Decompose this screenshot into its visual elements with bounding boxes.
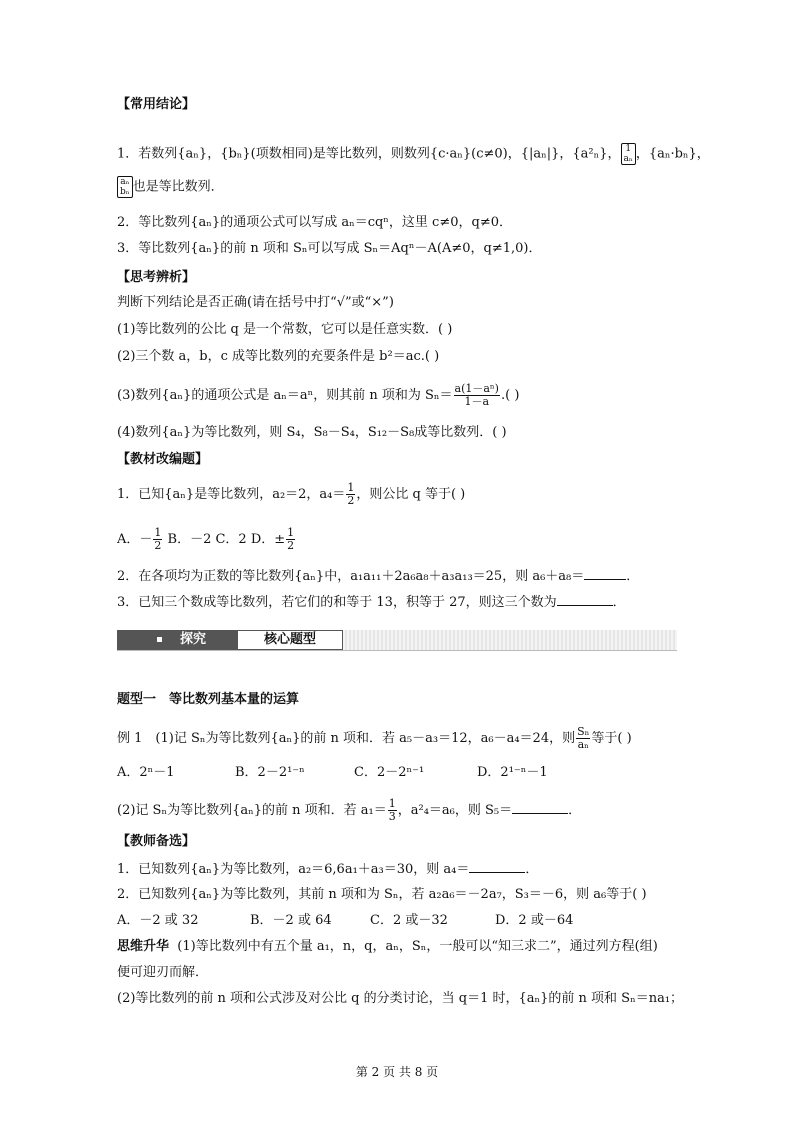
thinking-summary-2: (2)等比数列的前 n 项和公式涉及对公比 q 的分类讨论，当 q＝1 时，{aₙ}的前 n 项和 Sₙ＝na₁； xyxy=(117,991,684,1006)
answer-blank[interactable] xyxy=(469,860,525,873)
thinking-summary-label: 思维升华 xyxy=(117,939,170,954)
square-bullet-icon xyxy=(157,637,162,642)
answer-blank[interactable] xyxy=(584,567,626,580)
option-d-fraction: $\frac{1}{2}$ xyxy=(287,526,295,552)
fraction-half: $\frac{1}{2}$ xyxy=(347,481,355,507)
conclusion-1: 1．若数列{aₙ}，{bₙ}(项数相同)是等比数列，则数列{c·aₙ}(c≠0)，{|aₙ|}，{a²ₙ}， 1 aₙ ，{aₙ·bₙ}， xyxy=(117,144,710,164)
option-a: A．2ⁿ－1 xyxy=(117,765,175,780)
answer-blank[interactable] xyxy=(557,593,613,606)
fraction-third: $\frac{1}{3}$ xyxy=(388,797,396,823)
sum-fraction: $\frac{\text{a(1－aⁿ)}}{1-a}$ xyxy=(454,382,499,408)
teacher-problem-2: 2．已知数列{aₙ}为等比数列，其前 n 项和为 Sₙ，若 a₂a₆＝－2a₇，S₃＝－6，则 a₆等于( ) xyxy=(117,887,647,902)
option-d: D．2 或－64 xyxy=(495,913,574,928)
conclusion-1-cont: aₙ bₙ 也是等比数列． xyxy=(117,176,224,198)
option-a: A．－2 或 32 xyxy=(117,913,199,928)
page-footer: 第 2 页 共 8 页 xyxy=(355,1065,439,1079)
section-banner xyxy=(117,630,677,651)
option-b: B．2－2¹⁻ⁿ xyxy=(235,765,305,780)
section-heading-think: 【思考辨析】 xyxy=(117,270,196,285)
think-item-2: (2)三个数 a，b，c 成等比数列的充要条件是 b²＝ac.( ) xyxy=(117,349,440,364)
ratio-seq-mark: aₙ bₙ xyxy=(117,176,133,198)
option-c: C．2 或－32 xyxy=(370,913,448,928)
banner-left: 探究 xyxy=(117,630,237,650)
recip-seq-mark: 1 aₙ xyxy=(621,143,636,165)
banner-right: 核心题型 xyxy=(237,630,343,650)
example-1: 例 1 (1)记 Sₙ为等比数列{aₙ}的前 n 项和．若 a₅－a₃＝12，a₆－a₄＝24，则 $\frac{\text{Sₙ}}{\text{aₙ}}$ 等于( ) xyxy=(117,725,632,751)
think-item-4: (4)数列{aₙ}为等比数列，则 S₄，S₈－S₄，S₁₂－S₈成等比数列．( ) xyxy=(117,425,507,440)
option-c: C．2－2ⁿ⁻¹ xyxy=(354,765,425,780)
section-heading-textbook: 【教材改编题】 xyxy=(117,452,209,467)
problem-2: 2．在各项均为正数的等比数列{aₙ}中，a₁a₁₁＋2a₆a₈＋a₃a₁₃＝25，则 a₆＋a₈＝ ． xyxy=(117,569,640,584)
section-heading-teacher: 【教师备选】 xyxy=(117,834,196,849)
example-2: (2)记 Sₙ为等比数列{aₙ}的前 n 项和．若 a₁＝ $\frac{1}{3}$ ，a²₄＝a₆，则 S₅＝ ． xyxy=(117,797,582,823)
teacher-problem-1: 1．已知数列{aₙ}为等比数列，a₂＝6,6a₁＋a₃＝30，则 a₄＝ ． xyxy=(117,862,539,877)
thinking-summary-1: 思维升华 (1)等比数列中有五个量 a₁，n，q，aₙ，Sₙ，一般可以“知三求二”，通过列方程(组) xyxy=(117,939,658,954)
think-item-3: (3)数列{aₙ}的通项公式是 aₙ＝aⁿ，则其前 n 项和为 Sₙ＝ $\frac{\text{a(1－aⁿ)}}{1-a}$ .( ) xyxy=(117,382,520,408)
problem-1-options: A．－ $\frac{1}{2}$ B．－2 C．2 D．± $\frac{1}{2}$ xyxy=(117,526,295,552)
conclusion-2: 2．等比数列{aₙ}的通项公式可以写成 aₙ＝cqⁿ，这里 c≠0，q≠0． xyxy=(117,215,512,230)
section-heading-common: 【常用结论】 xyxy=(117,97,196,112)
problem-1: 1．已知{aₙ}是等比数列，a₂＝2，a₄＝ $\frac{1}{2}$ ，则公比 q 等于( ) xyxy=(117,481,466,507)
answer-blank[interactable] xyxy=(512,801,568,814)
conclusion-3: 3．等比数列{aₙ}的前 n 项和 Sₙ可以写成 Sₙ＝Aqⁿ－A(A≠0，q≠1,0)． xyxy=(117,241,542,256)
type-heading: 题型一 等比数列基本量的运算 xyxy=(117,692,300,707)
option-b: B．－2 或 64 xyxy=(250,913,332,928)
sn-over-an-fraction: $\frac{\text{Sₙ}}{\text{aₙ}}$ xyxy=(577,725,590,751)
option-d: D．2¹⁻ⁿ－1 xyxy=(477,765,548,780)
problem-3: 3．已知三个数成等比数列，若它们的和等于 13，积等于 27，则这三个数为 ． xyxy=(117,595,626,610)
thinking-summary-1-cont: 便可迎刃而解． xyxy=(117,965,209,980)
think-item-1: (1)等比数列的公比 q 是一个常数，它可以是任意实数．( ) xyxy=(117,322,453,337)
think-intro: 判断下列结论是否正确(请在括号中打“√”或“×”) xyxy=(117,295,394,310)
option-a-fraction: $\frac{1}{2}$ xyxy=(154,526,162,552)
